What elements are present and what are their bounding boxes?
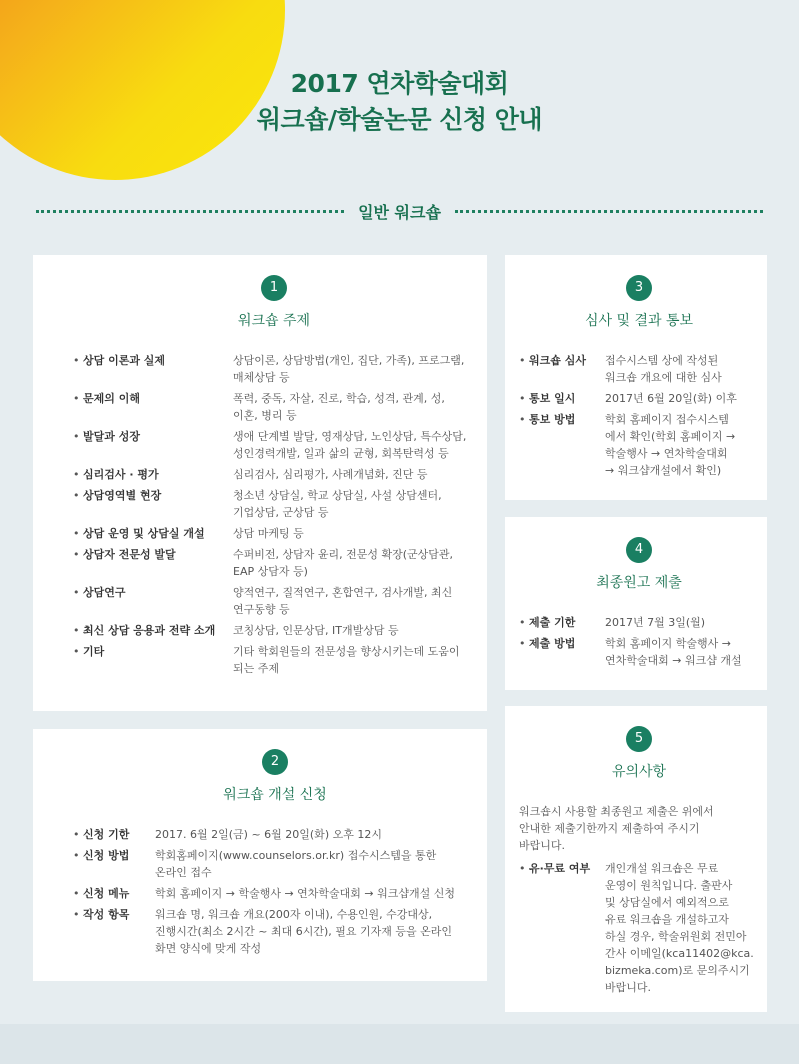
info-value: 워크숍 명, 워크숍 개요(200자 이내), 수용인원, 수강대상, 진행시간(최소 2시간 ~ 최대 6시간), 필요 기자재 등을 온라인 화면 양식에 맞게 작성 — [155, 908, 453, 955]
info-row — [73, 466, 475, 483]
info-label: • 상담영역별 현장 — [73, 487, 233, 521]
info-value: 심리검사, 심리평가, 사례개념화, 진단 등 — [233, 468, 428, 481]
info-label: • 상담 운영 및 상담실 개설 — [73, 525, 233, 542]
info-value: 상담이론, 상담방법(개인, 집단, 가족), 프로그램, 매체상담 등 — [233, 354, 465, 384]
info-value: 양적연구, 질적연구, 혼합연구, 검사개발, 최신 연구동향 등 — [233, 586, 453, 616]
info-row — [73, 390, 475, 424]
step-number-badge: 5 — [626, 726, 652, 752]
info-row — [519, 635, 759, 669]
info-list — [73, 826, 477, 957]
info-label: • 신청 메뉴 — [73, 885, 155, 902]
info-label: • 통보 일시 — [519, 390, 605, 407]
info-row — [73, 885, 477, 902]
info-row — [73, 487, 475, 521]
info-label: • 제출 방법 — [519, 635, 605, 669]
info-value: 학회 홈페이지 접수시스템 에서 확인(학회 홈페이지 → 학술행사 → 연차학술대회 → 워크샵개설에서 확인) — [605, 413, 736, 477]
card-review-notification — [505, 255, 767, 500]
info-row — [73, 643, 475, 677]
step-number-badge: 4 — [626, 537, 652, 563]
card-title: 최종원고 제출 — [596, 575, 682, 591]
info-row — [519, 614, 759, 631]
card-title: 워크숍 개설 신청 — [223, 787, 327, 803]
card-workshop-topics — [33, 255, 487, 711]
card-workshop-application — [33, 729, 487, 981]
info-value: 접수시스템 상에 작성된 워크숍 개요에 대한 심사 — [605, 354, 722, 384]
info-row — [73, 622, 475, 639]
info-value: 코칭상담, 인문상담, IT개발상담 등 — [233, 624, 399, 637]
info-value: 폭력, 중독, 자살, 진로, 학습, 성격, 관계, 성, 이혼, 병리 등 — [233, 392, 445, 422]
info-label: • 제출 기한 — [519, 614, 605, 631]
info-label: • 문제의 이해 — [73, 390, 233, 424]
title-line-1: 2017 연차학술대회 — [290, 69, 509, 98]
info-value: 학회 홈페이지 → 학술행사 → 연차학술대회 → 워크샵개설 신청 — [155, 887, 456, 900]
info-list — [519, 614, 759, 669]
info-list — [73, 352, 475, 677]
info-label: • 신청 기한 — [73, 826, 155, 843]
info-row — [519, 352, 759, 386]
info-list — [519, 860, 759, 996]
dotted-divider — [455, 210, 763, 213]
info-row — [73, 428, 475, 462]
info-row — [73, 352, 475, 386]
info-list — [519, 352, 759, 479]
info-value: 학회 홈페이지 학술행사 → 연차학술대회 → 워크샵 개설 — [605, 637, 742, 667]
section-header — [36, 200, 763, 223]
info-label: • 워크숍 심사 — [519, 352, 605, 386]
step-number-badge: 1 — [261, 275, 287, 301]
info-value: 청소년 상담실, 학교 상담실, 사설 상담센터, 기업상담, 군상담 등 — [233, 489, 442, 519]
info-value: 2017. 6월 2일(금) ~ 6월 20일(화) 오후 12시 — [155, 828, 382, 841]
info-label: • 최신 상담 응용과 전략 소개 — [73, 622, 233, 639]
info-value: 학회홈페이지(www.counselors.or.kr) 접수시스템을 통한 온라인 접수 — [155, 849, 437, 879]
info-value: 수퍼비전, 상담자 윤리, 전문성 확장(군상담관, EAP 상담자 등) — [233, 548, 454, 578]
info-label: • 상담자 전문성 발달 — [73, 546, 233, 580]
step-number-badge: 2 — [262, 749, 288, 775]
info-row — [73, 584, 475, 618]
info-row — [519, 860, 759, 996]
card-notes — [505, 706, 767, 1012]
card-title: 워크숍 주제 — [237, 313, 311, 329]
info-label: • 발달과 성장 — [73, 428, 233, 462]
title-line-2: 워크숍/학술논문 신청 안내 — [256, 105, 543, 134]
info-row — [73, 525, 475, 542]
info-row — [73, 906, 477, 957]
info-row — [519, 411, 759, 479]
info-label: • 작성 항목 — [73, 906, 155, 957]
dotted-divider — [36, 210, 344, 213]
info-label: • 기타 — [73, 643, 233, 677]
card-final-submission — [505, 517, 767, 690]
info-value: 상담 마케팅 등 — [233, 527, 304, 540]
card-title: 유의사항 — [611, 764, 667, 780]
info-value: 기타 학회원들의 전문성을 향상시키는데 도움이 되는 주제 — [233, 645, 460, 675]
info-label: • 상담연구 — [73, 584, 233, 618]
info-label: • 신청 방법 — [73, 847, 155, 881]
info-value: 생애 단계별 발달, 영재상담, 노인상담, 특수상담, 성인경력개발, 일과 삶의 균형, 회복탄력성 등 — [233, 430, 467, 460]
card-title: 심사 및 결과 통보 — [584, 313, 694, 329]
info-label: • 심리검사 · 평가 — [73, 466, 233, 483]
info-label: • 유·무료 여부 — [519, 860, 605, 996]
info-value: 2017년 6월 20일(화) 이후 — [605, 392, 737, 405]
info-row — [73, 546, 475, 580]
step-number-badge: 3 — [626, 275, 652, 301]
page-title — [0, 66, 799, 138]
info-value: 개인개설 워크숍은 무료 운영이 원칙입니다. 출판사 및 상담실에서 예외적으로 유료 워크숍을 개설하고자 하실 경우, 학술위원회 전민아 간사 이메일(kca11402@kca. bizmeka.com)로 문의주시기 바랍니다. — [605, 862, 754, 994]
info-row — [519, 390, 759, 407]
info-label: • 통보 방법 — [519, 411, 605, 479]
section-title: 일반 워크숍 — [358, 203, 441, 222]
card-note: 워크숍시 사용할 최종원고 제출은 위에서 안내한 제출기한까지 제출하여 주시기 바랍니다. — [519, 805, 714, 852]
info-label: • 상담 이론과 실제 — [73, 352, 233, 386]
info-value: 2017년 7월 3일(월) — [605, 616, 706, 629]
info-row — [73, 847, 477, 881]
bottom-band — [0, 1024, 799, 1064]
info-row — [73, 826, 477, 843]
